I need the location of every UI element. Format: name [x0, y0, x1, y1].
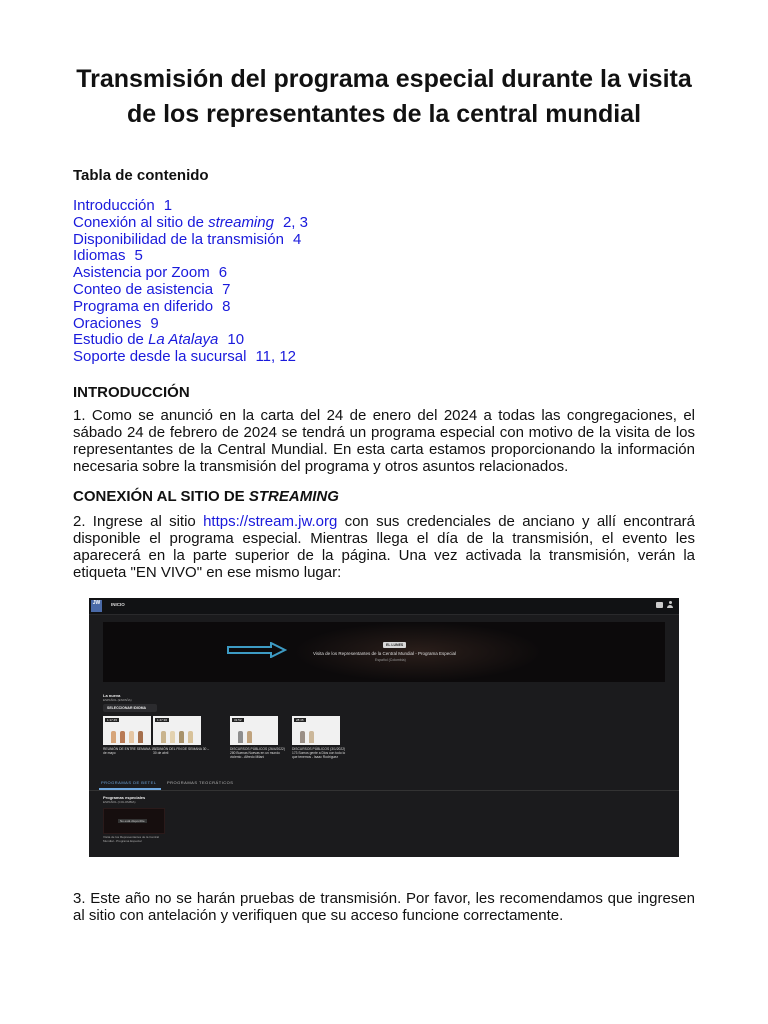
- paragraph-1: 1. Como se anunció en la carta del 24 de enero del 2024 a todas las congregaciones, el sábado 24 de febrero de 2024 se tendrá un programa especial con motivo de la visita de los representantes de la Central Mundial. En esta carta estamos proporcionando la información necesaria sobre la transmisión del programa y otros asuntos relacionados.: [73, 407, 695, 475]
- video-thumbnail[interactable]: [103, 716, 151, 745]
- toc-item[interactable]: [73, 215, 308, 232]
- event-badge: EL LUNES: [383, 642, 406, 648]
- section-heading-intro: INTRODUCCIÓN: [73, 384, 190, 401]
- message-icon: [656, 602, 663, 608]
- program-tabs: [89, 776, 679, 791]
- language-title: La nueva: [103, 693, 121, 698]
- toc-heading: Tabla de contenido: [73, 167, 209, 184]
- toc-item-label: Introducción: [73, 197, 155, 214]
- toc-item-pages: 8: [222, 297, 231, 315]
- video-duration: 31:52: [234, 718, 242, 722]
- thumbnail-figure: [120, 731, 125, 743]
- toc-item-label: Soporte desde la sucursal: [73, 348, 247, 366]
- event-title: Visita de los Representantes de la Central Mundial - Programa Especial: [313, 651, 456, 656]
- video-duration: 1:47:36: [157, 718, 168, 722]
- toc-item-label: Disponibilidad de la transmisión: [73, 230, 284, 248]
- special-programs-title: Programas especiales: [103, 795, 146, 800]
- special-program-thumbnail[interactable]: [103, 808, 165, 834]
- thumbnail-figure: [111, 731, 116, 743]
- toc-item-pages: 1: [163, 197, 173, 214]
- video-thumbnail[interactable]: [292, 716, 340, 745]
- arrow-right-icon: [227, 642, 287, 658]
- toc-item-pages: 6: [218, 264, 228, 282]
- toc-item-label: Asistencia por Zoom: [73, 264, 210, 282]
- toc-item[interactable]: [73, 232, 308, 249]
- video-duration: 28:46: [296, 718, 304, 722]
- tab-teocraticos[interactable]: PROGRAMAS TEOCRÁTICOS: [167, 780, 234, 785]
- stream-site-screenshot: [89, 598, 679, 857]
- toc-item-label: Programa en diferido: [73, 297, 214, 315]
- thumbnail-figure: [179, 731, 184, 743]
- toc-item-label: Oraciones: [73, 314, 142, 332]
- toc-item-pages: 5: [134, 247, 143, 265]
- stream-link[interactable]: https://stream.jw.org: [203, 513, 338, 530]
- video-caption: REUNIÓN DE ENTRE SEMANA 1 – 7 de mayo: [103, 747, 159, 755]
- toc-item[interactable]: [73, 332, 308, 349]
- select-language-button[interactable]: SELECCIONAR IDIOMA: [103, 704, 157, 712]
- toc-item-label: Estudio de: [73, 331, 149, 349]
- tab-betel[interactable]: PROGRAMAS DE BETEL: [101, 780, 157, 785]
- video-duration: 1:17:45: [107, 718, 118, 722]
- thumbnail-figure: [188, 731, 193, 743]
- toc-item[interactable]: [73, 198, 308, 215]
- thumbnail-figure: [170, 731, 175, 743]
- thumbnail-figure: [238, 731, 243, 743]
- jw-logo: JW: [91, 600, 102, 612]
- event-subtitle: Español (Colombia): [375, 658, 406, 662]
- video-thumbnail[interactable]: [230, 716, 278, 745]
- p2-text-end: con sus credenciales de anciano y allí encontrará disponible el programa especial. Mientras llega el día de la transmisión, el evento les aparecerá en la parte superior de la página. Una vez activada la transmisión, verán la etiqueta "EN VIVO" en ese mismo lugar:: [73, 513, 696, 581]
- special-programs-subtitle: ESPAÑOL (COLOMBIA): [103, 800, 136, 804]
- toc-item-emphasis: streaming: [208, 213, 274, 231]
- toc-item[interactable]: [73, 248, 308, 265]
- thumbnail-figure: [129, 731, 134, 743]
- toc-item[interactable]: [73, 265, 308, 282]
- thumbnail-figure: [300, 731, 305, 743]
- table-of-contents: [73, 198, 308, 366]
- unavailable-label: No está disponible: [120, 819, 145, 823]
- toc-item-label: Idiomas: [73, 247, 126, 265]
- video-caption: DISCURSOS PÚBLICOS (26/4/2022) 280 Buenas Nuevas en un mundo violento - Alfredo Milani: [230, 747, 285, 759]
- thumbnail-figure: [138, 731, 143, 743]
- section-heading-conexion: [73, 488, 339, 505]
- user-icon: [667, 601, 673, 609]
- video-thumbnail[interactable]: [153, 716, 201, 745]
- toc-item[interactable]: [73, 282, 308, 299]
- toc-item-pages: 7: [222, 280, 231, 298]
- language-subtitle: ESPAÑOL (ESPAÑA): [103, 698, 132, 702]
- toc-item-pages: 10: [227, 331, 245, 349]
- nav-inicio: INICIO: [111, 602, 125, 607]
- site-topbar: [89, 598, 679, 615]
- toc-item-label: Conteo de asistencia: [73, 280, 214, 298]
- paragraph-3: 3. Este año no se harán pruebas de transmisión. Por favor, les recomendamos que ingresen al sitio con antelación y verifiquen que su acceso funcione correctamente.: [73, 890, 695, 924]
- video-caption: REUNIÓN DEL FIN DE SEMANA 30 – 30 de abril: [153, 747, 210, 755]
- toc-item-pages: 11, 12: [255, 348, 297, 366]
- toc-item[interactable]: [73, 299, 308, 316]
- toc-item[interactable]: [73, 316, 308, 333]
- heading-text: CONEXIÓN AL SITIO DE: [73, 488, 249, 505]
- video-caption: DISCURSOS PÚBLICOS (3/1/2022) 173 Somos gente a Dios con todo lo que tenemos - Isaac Rodríguez: [292, 747, 346, 759]
- toc-item-pages: 2, 3: [282, 213, 308, 231]
- thumbnail-figure: [161, 731, 166, 743]
- heading-emphasis: STREAMING: [248, 488, 339, 505]
- thumbnail-figure: [247, 731, 252, 743]
- toc-item-pages: 4: [292, 230, 302, 248]
- toc-item[interactable]: [73, 349, 308, 366]
- paragraph-2: [73, 513, 695, 581]
- toc-item-label: Conexión al sitio de: [73, 213, 209, 231]
- toc-item-emphasis: La Atalaya: [148, 331, 219, 349]
- thumbnail-figure: [309, 731, 314, 743]
- document-title: Transmisión del programa especial durante la visita de los representantes de la central mundial: [76, 65, 692, 128]
- toc-item-pages: 9: [150, 314, 159, 332]
- p2-text-start: 2. Ingrese al sitio: [73, 513, 204, 530]
- active-tab-indicator: [99, 788, 161, 790]
- special-program-caption: Visita de los Representantes de la Central Mundial - Programa Especial: [103, 835, 159, 843]
- event-banner: [103, 622, 665, 682]
